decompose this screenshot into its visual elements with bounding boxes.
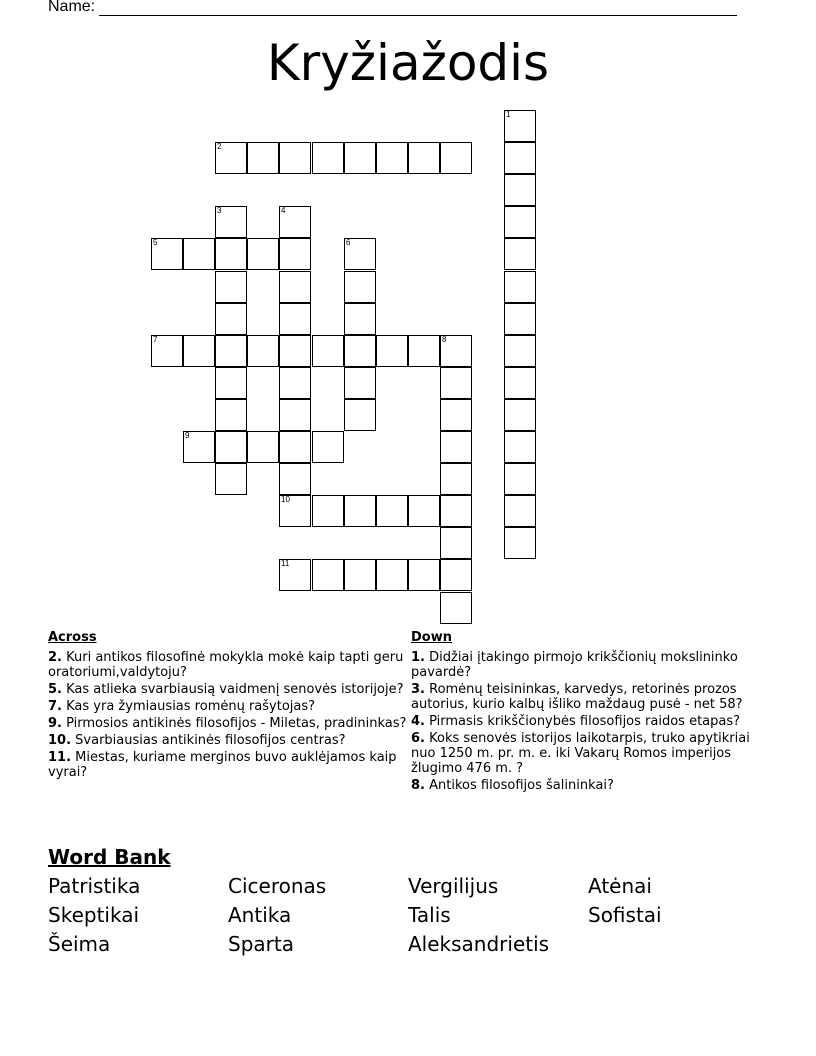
crossword-cell[interactable] (247, 238, 279, 270)
crossword-cell[interactable] (440, 559, 472, 591)
crossword-cell[interactable] (408, 142, 440, 174)
crossword-cell[interactable] (344, 303, 376, 335)
across-clue (48, 650, 410, 680)
clue-number: 2. (48, 650, 62, 665)
clue-number: 9 (185, 431, 190, 440)
crossword-cell[interactable] (215, 335, 247, 367)
clue-number: 11. (48, 750, 72, 765)
crossword-cell[interactable] (344, 238, 376, 270)
word-bank-list (48, 874, 768, 964)
crossword-cell[interactable] (279, 271, 311, 303)
crossword-cell[interactable] (183, 238, 215, 270)
crossword-cell[interactable] (215, 271, 247, 303)
clue-number: 3 (217, 206, 222, 215)
clue-number: 9. (48, 716, 62, 731)
crossword-cell[interactable] (344, 367, 376, 399)
crossword-cell[interactable] (279, 559, 311, 591)
across-clues (48, 630, 410, 782)
crossword-cell[interactable] (183, 335, 215, 367)
crossword-cell[interactable] (312, 431, 344, 463)
across-heading: Across (48, 630, 97, 645)
crossword-cell[interactable] (504, 206, 536, 238)
crossword-cell[interactable] (279, 367, 311, 399)
crossword-cell[interactable] (504, 110, 536, 142)
crossword-cell[interactable] (440, 495, 472, 527)
crossword-cell[interactable] (504, 431, 536, 463)
crossword-cell[interactable] (312, 559, 344, 591)
crossword-cell[interactable] (440, 527, 472, 559)
word-bank-word: Aleksandrietis (408, 932, 550, 956)
clue-number: 1. (411, 650, 425, 665)
across-clue (48, 733, 410, 748)
crossword-cell[interactable] (504, 271, 536, 303)
crossword-cell[interactable] (215, 431, 247, 463)
clue-text: Pirmosios antikinės filosofijos - Miletas, pradininkas? (61, 716, 407, 731)
crossword-cell[interactable] (215, 142, 247, 174)
clue-text: Antikos filosofijos šalininkai? (424, 778, 614, 793)
word-bank-word: Ciceronas (228, 874, 327, 898)
clue-number: 11 (281, 559, 290, 568)
clue-number: 2 (217, 142, 222, 151)
clue-number: 4. (411, 714, 425, 729)
word-bank-word: Šeima (48, 932, 111, 956)
crossword-cell[interactable] (344, 399, 376, 431)
across-clue (48, 750, 410, 780)
down-clue (411, 650, 773, 680)
word-bank-word: Skeptikai (48, 903, 140, 927)
crossword-cell[interactable] (344, 142, 376, 174)
crossword-cell[interactable] (376, 559, 408, 591)
clue-text: Pirmasis krikščionybės filosofijos raidos etapas? (424, 714, 741, 729)
crossword-cell[interactable] (279, 142, 311, 174)
clue-number: 10. (48, 733, 72, 748)
crossword-cell[interactable] (408, 559, 440, 591)
across-clue (48, 682, 410, 697)
clue-text: Didžiai įtakingo pirmojo krikščionių mokslininko pavardė? (411, 650, 738, 680)
down-heading: Down (411, 630, 452, 645)
clue-number: 7. (48, 699, 62, 714)
down-clues (411, 630, 773, 795)
word-bank-word: Antika (228, 903, 292, 927)
down-clue (411, 714, 773, 729)
name-label: Name: (48, 0, 96, 15)
crossword-cell[interactable] (504, 495, 536, 527)
word-bank-word: Sofistai (588, 903, 662, 927)
word-bank-word: Patristika (48, 874, 141, 898)
crossword-cell[interactable] (215, 238, 247, 270)
crossword-cell[interactable] (279, 463, 311, 495)
crossword-cell[interactable] (247, 431, 279, 463)
crossword-cell[interactable] (440, 592, 472, 624)
clue-text: Koks senovės istorijos laikotarpis, truko apytikriai nuo 1250 m. pr. m. e. iki Vakarų Romos imperijos žlugimo 476 m. ? (411, 731, 750, 776)
crossword-cell[interactable] (247, 335, 279, 367)
across-clue (48, 699, 410, 714)
crossword-cell[interactable] (279, 238, 311, 270)
word-bank-word: Atėnai (588, 874, 652, 898)
crossword-cell[interactable] (215, 206, 247, 238)
crossword-cell[interactable] (440, 399, 472, 431)
crossword-cell[interactable] (279, 303, 311, 335)
crossword-cell[interactable] (440, 335, 472, 367)
crossword-cell[interactable] (376, 142, 408, 174)
crossword-cell[interactable] (215, 367, 247, 399)
crossword-cell[interactable] (440, 431, 472, 463)
crossword-cell[interactable] (504, 527, 536, 559)
crossword-cell[interactable] (279, 431, 311, 463)
across-clue (48, 716, 410, 731)
down-clue (411, 731, 773, 776)
crossword-cell[interactable] (504, 463, 536, 495)
clue-number: 6 (346, 238, 351, 247)
clue-text: Kas atlieka svarbiausią vaidmenį senovės istorijoje? (61, 682, 404, 697)
clue-text: Romėnų teisininkas, karvedys, retorinės prozos autorius, kurio kalbų išliko maždaug pusė - net 58? (411, 682, 743, 712)
crossword-cell[interactable] (279, 399, 311, 431)
crossword-cell[interactable] (312, 142, 344, 174)
clue-number: 6. (411, 731, 425, 746)
crossword-cell[interactable] (183, 431, 215, 463)
clue-text: Svarbiausias antikinės filosofijos centras? (71, 733, 346, 748)
crossword-cell[interactable] (312, 335, 344, 367)
crossword-cell[interactable] (344, 559, 376, 591)
clue-text: Kuri antikos filosofinė mokykla mokė kaip tapti geru oratoriumi,valdytoju? (48, 650, 404, 680)
word-bank (48, 844, 768, 964)
clue-number: 4 (281, 206, 286, 215)
across-clue-list (48, 650, 410, 780)
crossword-cell[interactable] (504, 238, 536, 270)
clue-number: 1 (506, 110, 511, 119)
word-bank-word: Sparta (228, 932, 294, 956)
crossword-cell[interactable] (279, 335, 311, 367)
word-bank-word: Talis (408, 903, 451, 927)
crossword-cell[interactable] (247, 142, 279, 174)
crossword-cell[interactable] (504, 142, 536, 174)
clue-number: 10 (281, 495, 290, 504)
down-clue (411, 682, 773, 712)
clue-text: Kas yra žymiausias romėnų rašytojas? (61, 699, 316, 714)
crossword-cell[interactable] (408, 335, 440, 367)
crossword-cell[interactable] (215, 463, 247, 495)
clue-text: Miestas, kuriame merginos buvo auklėjamos kaip vyrai? (48, 750, 397, 780)
crossword-cell[interactable] (504, 303, 536, 335)
down-clue-list (411, 650, 773, 793)
clue-number: 3. (411, 682, 425, 697)
clue-number: 8 (442, 335, 447, 344)
crossword-cell[interactable] (279, 206, 311, 238)
crossword-cell[interactable] (408, 495, 440, 527)
down-clue (411, 778, 773, 793)
clue-number: 8. (411, 778, 425, 793)
crossword-cell[interactable] (440, 367, 472, 399)
clue-number: 5. (48, 682, 62, 697)
word-bank-word: Vergilijus (408, 874, 499, 898)
word-bank-title: Word Bank (48, 845, 171, 869)
crossword-cell[interactable] (504, 399, 536, 431)
crossword-cell[interactable] (440, 142, 472, 174)
crossword-cell[interactable] (504, 335, 536, 367)
crossword-cell[interactable] (151, 335, 183, 367)
crossword-cell[interactable] (504, 174, 536, 206)
crossword-cell[interactable] (215, 399, 247, 431)
crossword-cell[interactable] (312, 495, 344, 527)
crossword-cell[interactable] (376, 495, 408, 527)
crossword-cell[interactable] (151, 238, 183, 270)
clue-number: 5 (153, 238, 158, 247)
crossword-cell[interactable] (504, 367, 536, 399)
crossword-cell[interactable] (215, 303, 247, 335)
clue-number: 7 (153, 335, 158, 344)
crossword-cell[interactable] (279, 495, 311, 527)
crossword-cell[interactable] (376, 335, 408, 367)
crossword-cell[interactable] (344, 495, 376, 527)
crossword-cell[interactable] (344, 335, 376, 367)
crossword-cell[interactable] (440, 463, 472, 495)
page-title: Kryžiažodis (266, 34, 550, 92)
crossword-cell[interactable] (344, 271, 376, 303)
